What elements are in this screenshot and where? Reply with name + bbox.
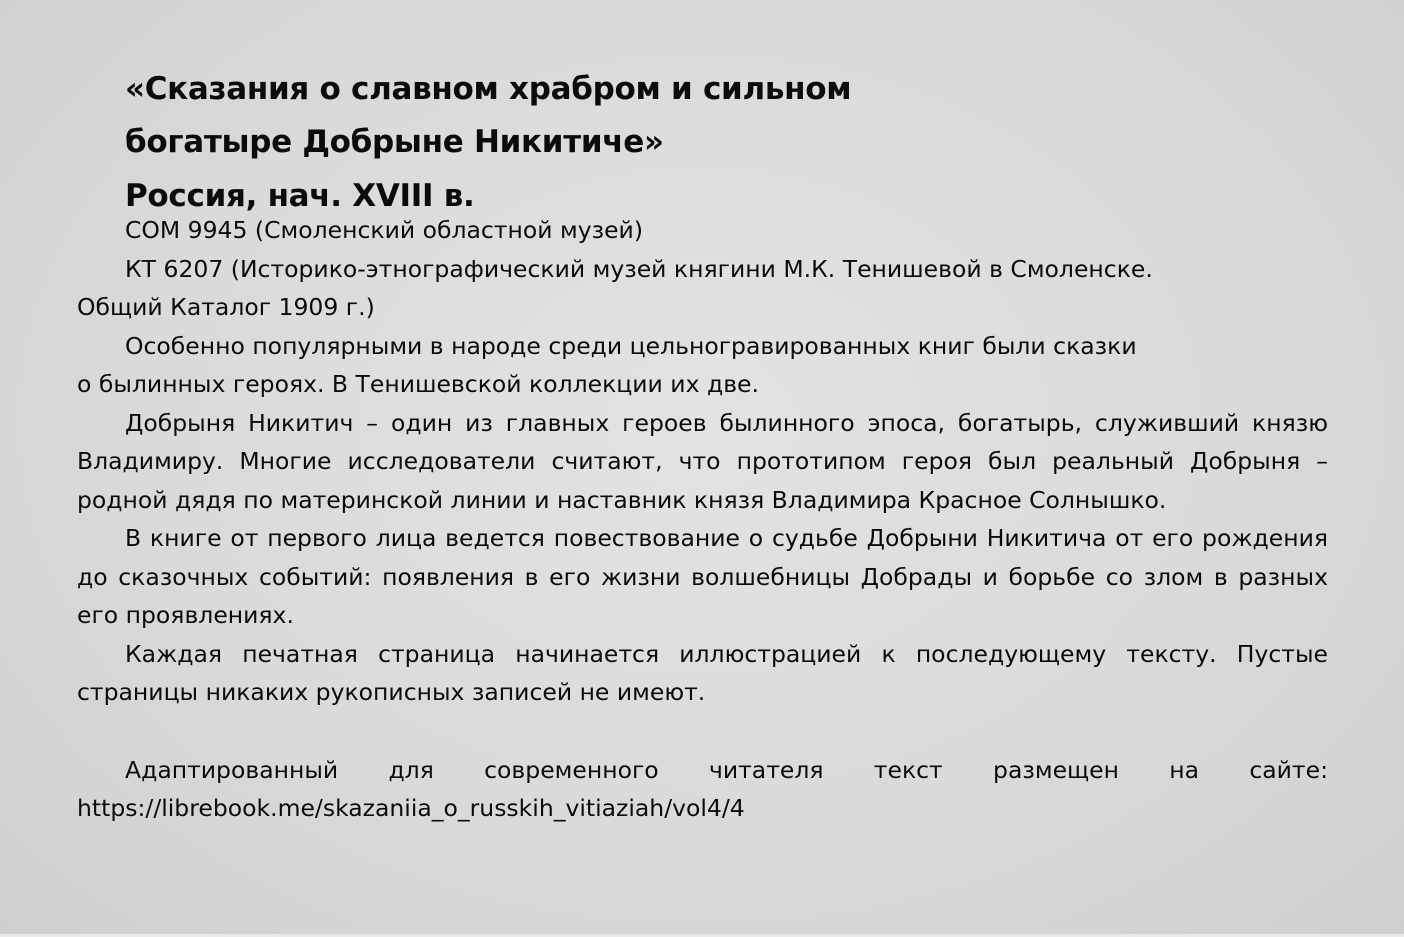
link-intro-word: для (388, 755, 434, 784)
link-intro-word: размещен (993, 755, 1119, 784)
paragraph-2: Добрыня Никитич – один из главных героев былинного эпоса, богатырь, служивший князю Владимиру. Многие исследователи считают, что прототипом героя был реальный Добрыня – родной дядя по материнской линии и наставник князя Владимира Красное Солнышко. (77, 408, 1328, 514)
link-intro-word: современного (484, 755, 659, 784)
document-body (77, 211, 1328, 828)
paragraph-4: Каждая печатная страница начинается иллюстрацией к последующему тексту. Пустые страницы никаких рукописных записей не имеют. (77, 639, 1328, 706)
catalog-kt-line1: КТ 6207 (Историко-этнографический музей княгини М.К. Тенишевой в Смоленске. (125, 254, 1153, 283)
catalog-som: СОМ 9945 (Смоленский областной музей) (125, 216, 643, 244)
link-intro-word: сайте: (1249, 755, 1328, 784)
paragraph-1-line1: Особенно популярными в народе среди цельногравированных книг были сказки (125, 331, 1137, 360)
paragraph-1-line2: о былинных героях. В Тенишевской коллекции их две. (77, 370, 759, 398)
title-block (125, 62, 1275, 223)
link-intro-word: на (1169, 755, 1200, 784)
link-intro (77, 751, 1328, 790)
link-intro-word: Адаптированный (125, 755, 339, 784)
source-url[interactable]: https://librebook.me/skazaniia_o_russkih_vitiaziah/vol4/4 (77, 794, 745, 822)
spacer (77, 712, 1328, 751)
title-line-1: «Сказания о славном храбром и сильном (125, 71, 852, 107)
title-line-2: богатыре Добрыне Никитиче» (125, 124, 664, 160)
catalog-kt-line2: Общий Каталог 1909 г.) (77, 293, 375, 321)
paragraph-3: В книге от первого лица ведется повествование о судьбе Добрыни Никитича от его рождения до сказочных событий: появления в его жизни волшебницы Добрады и борьбе со злом в разных его проявлениях. (77, 524, 1328, 629)
link-intro-word: читателя (708, 755, 824, 784)
link-intro-word: текст (873, 755, 943, 784)
title-origin-date: Россия, нач. XVIII в. (125, 178, 475, 214)
